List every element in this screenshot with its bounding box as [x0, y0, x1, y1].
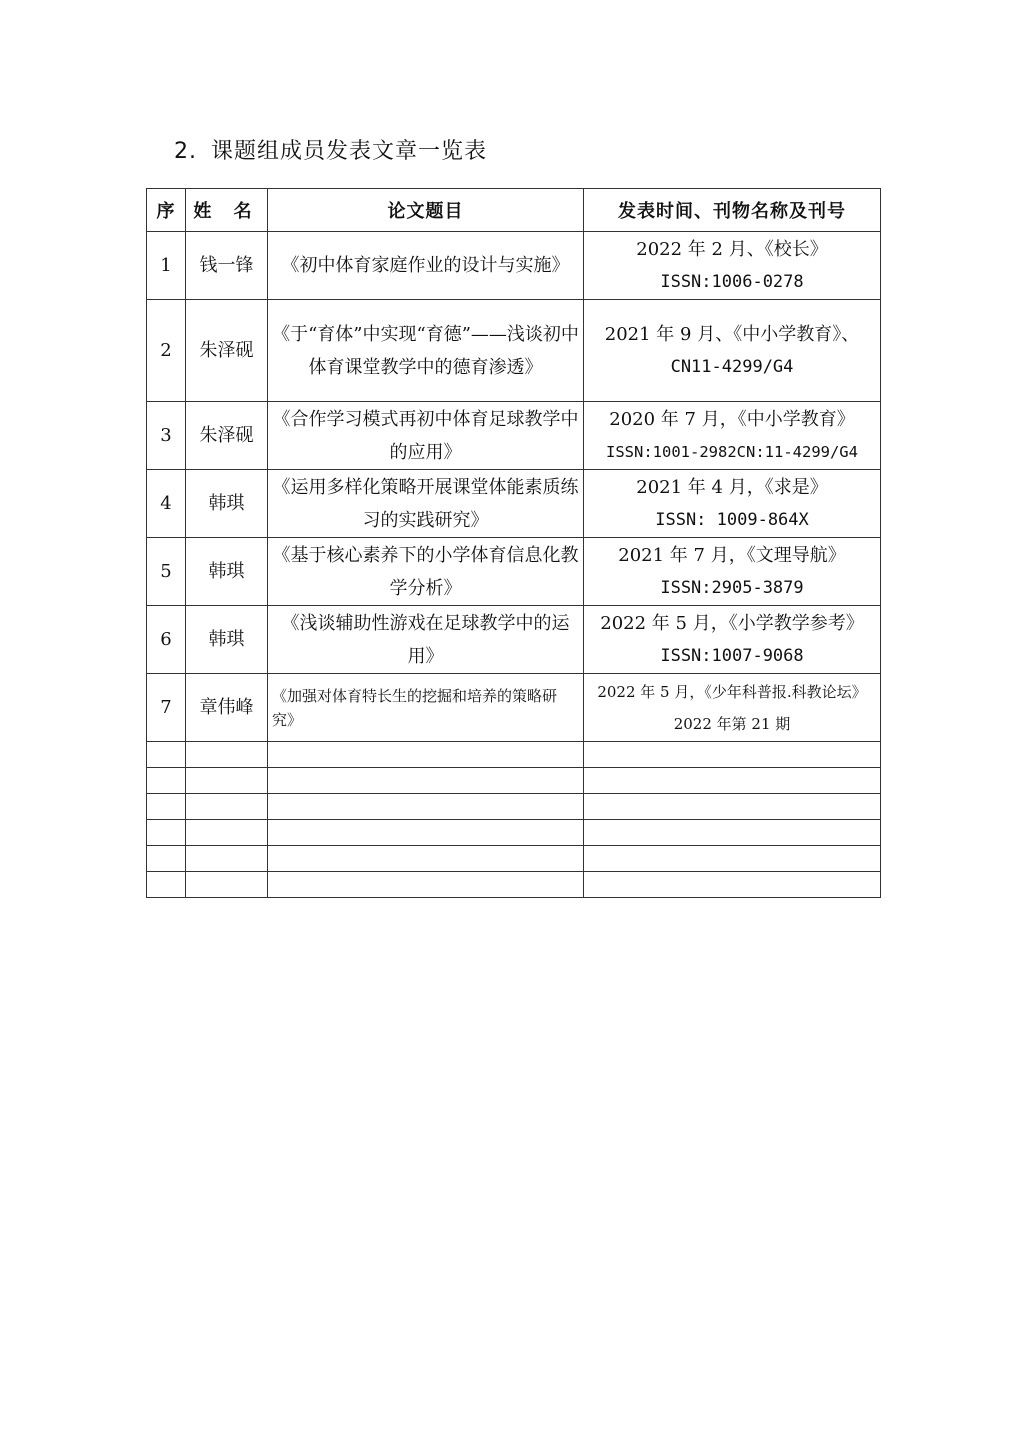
row-publication [584, 674, 881, 742]
row-publication [584, 606, 881, 674]
row-author: 韩琪 [186, 470, 268, 538]
empty-row [147, 768, 881, 794]
header-name: 姓 名 [186, 189, 268, 232]
row-publication [584, 538, 881, 606]
table-row [147, 606, 881, 674]
row-seq: 7 [147, 674, 186, 742]
table-row [147, 538, 881, 606]
empty-row [147, 872, 881, 898]
row-seq: 3 [147, 402, 186, 470]
table-row [147, 300, 881, 402]
publication-date-journal: 2021 年 7 月，《文理导航》 [618, 544, 846, 566]
row-title: 《浅谈辅助性游戏在足球教学中的运用》 [268, 606, 584, 674]
row-seq: 4 [147, 470, 186, 538]
empty-row [147, 742, 881, 768]
publication-date-journal: 2021 年 4 月，《求是》 [636, 476, 828, 498]
table-row [147, 674, 881, 742]
table-row [147, 402, 881, 470]
empty-row [147, 794, 881, 820]
publication-date-journal: 2020 年 7 月，《中小学教育》 [609, 408, 855, 430]
row-title: 《运用多样化策略开展课堂体能素质练习的实践研究》 [268, 470, 584, 538]
section-number: 2. [174, 139, 197, 164]
row-author: 韩琪 [186, 538, 268, 606]
table-header-row [147, 189, 881, 232]
header-seq: 序 [147, 189, 186, 232]
section-title: 课题组成员发表文章一览表 [211, 139, 488, 164]
publication-issn: ISSN:1001-2982CN:11-4299/G4 [606, 442, 858, 461]
publication-date-journal: 2021 年 9 月、《中小学教育》、 [604, 323, 860, 345]
publication-issn: ISSN: 1009-864X [655, 509, 809, 530]
row-title: 《合作学习模式再初中体育足球教学中的应用》 [268, 402, 584, 470]
publication-issn: ISSN:1007-9068 [660, 645, 804, 666]
row-title: 《于“育体”中实现“育德”——浅谈初中体育课堂教学中的德育渗透》 [268, 300, 584, 402]
row-author: 韩琪 [186, 606, 268, 674]
publication-issn: ISSN:2905-3879 [660, 577, 804, 598]
row-seq: 5 [147, 538, 186, 606]
row-author: 朱泽砚 [186, 402, 268, 470]
header-publication: 发表时间、刊物名称及刊号 [584, 189, 881, 232]
row-title: 《加强对体育特长生的挖掘和培养的策略研究》 [268, 674, 584, 742]
empty-row [147, 846, 881, 872]
row-author: 朱泽砚 [186, 300, 268, 402]
table-row [147, 470, 881, 538]
publication-date-journal: 2022 年 2 月、《校长》 [636, 238, 828, 260]
publication-date-journal: 2022 年 5 月，《小学教学参考》 [600, 612, 864, 634]
row-publication [584, 402, 881, 470]
publications-table [146, 188, 881, 898]
empty-row [147, 820, 881, 846]
row-title: 《基于核心素养下的小学体育信息化教学分析》 [268, 538, 584, 606]
publication-issn: CN11-4299/G4 [670, 356, 794, 377]
row-title: 《初中体育家庭作业的设计与实施》 [268, 232, 584, 300]
publication-date-journal: 2022 年 5 月，《少年科普报.科教论坛》 [597, 682, 867, 701]
row-publication [584, 232, 881, 300]
row-publication [584, 470, 881, 538]
publication-issue: 2022 年第 21 期 [673, 714, 791, 733]
row-publication [584, 300, 881, 402]
publication-issn: ISSN:1006-0278 [660, 271, 804, 292]
header-title: 论文题目 [268, 189, 584, 232]
row-author: 钱一锋 [186, 232, 268, 300]
row-seq: 6 [147, 606, 186, 674]
table-row [147, 232, 881, 300]
row-seq: 2 [147, 300, 186, 402]
row-seq: 1 [147, 232, 186, 300]
row-author: 章伟峰 [186, 674, 268, 742]
section-heading [174, 136, 487, 168]
